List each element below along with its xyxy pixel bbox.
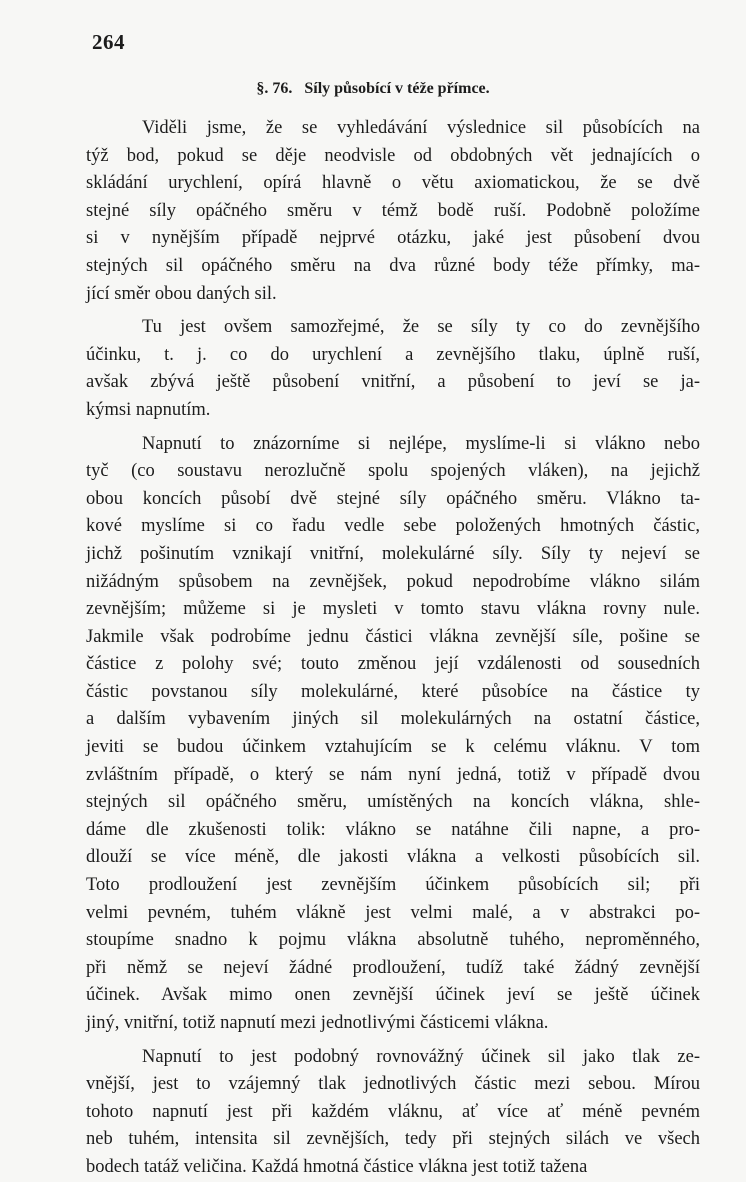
- text-line: jiný, vnitřní, totiž napnutí mezi jednotlivými částicemi vlákna.: [86, 1013, 549, 1033]
- text-line: tyč (co soustavu nerozlučně spolu spojených vláken), na jejichž: [86, 461, 700, 482]
- text-line: částice z polohy své; touto změnou její vzdálenosti od sousedních: [86, 654, 700, 675]
- text-line: tohoto napnutí jest při každém vláknu, ať více ať méně pevném: [86, 1101, 700, 1122]
- page-number: 264: [92, 30, 125, 54]
- text-line: stejných sil opáčného směru na dva různé body téže přímky, ma-: [86, 255, 700, 276]
- text-line: a dalším vybavením jiných sil molekulárných na ostatní částice,: [86, 709, 700, 730]
- text-line: dáme dle zkušenosti tolik: vlákno se natáhne čili napne, a pro-: [86, 819, 700, 840]
- text-line: při němž se nejeví žádné prodloužení, tudíž také žádný zevnější: [86, 957, 700, 978]
- text-line: stejné síly opáčného směru v témž bodě ruší. Podobně položíme: [86, 200, 700, 221]
- paragraph: [86, 314, 700, 424]
- section-title: Síly působící v téže přímce.: [304, 80, 490, 97]
- text-line: Napnutí to jest podobný rovnovážný účinek sil jako tlak ze-: [142, 1046, 700, 1067]
- text-line: dlouží se více méně, dle jakosti vlákna a velkosti působících sil.: [86, 847, 700, 868]
- body-text: [86, 115, 700, 1182]
- text-line: jeviti se budou účinkem vztahujícím se k celému vláknu. V tom: [86, 737, 700, 758]
- text-line: stejných sil opáčného směru, umístěných na koncích vlákna, shle-: [86, 792, 700, 813]
- text-line: nižádným spůsobem na zevnějšek, pokud nepodrobíme vlákno silám: [86, 571, 700, 592]
- section-number: §. 76.: [256, 80, 293, 97]
- text-line: účinku, t. j. co do urychlení a zevnějšího tlaku, úplně ruší,: [86, 344, 700, 365]
- paragraph: [86, 1044, 700, 1182]
- text-line: jichž pošinutím vznikají vnitřní, molekulárné síly. Síly ty nejeví se: [86, 543, 700, 564]
- text-line: zevnějším; můžeme si je mysleti v tomto stavu vlákna rovny nule.: [86, 599, 700, 620]
- text-line: kové myslíme si co řadu vedle sebe položených hmotných částic,: [86, 516, 700, 537]
- text-line: avšak zbývá ještě působení vnitřní, a působení to jeví se ja-: [86, 372, 700, 393]
- text-line: účinek. Avšak mimo onen zevnější účinek jeví se ještě účinek: [86, 985, 700, 1006]
- text-line: jící směr obou daných sil.: [86, 283, 277, 304]
- text-line: stoupíme snadno k pojmu vlákna absolutně tuhého, neproměnného,: [86, 930, 700, 951]
- text-line: neb tuhém, intensita sil zevnějších, tedy při stejných silách ve všech: [86, 1129, 700, 1150]
- text-line: Tu jest ovšem samozřejmé, že se síly ty co do zevnějšího: [142, 317, 700, 338]
- text-line: vnější, jest to vzájemný tlak jednotlivých částic mezi sebou. Mírou: [86, 1074, 700, 1095]
- text-line: bodech tatáž veličina. Každá hmotná částice vlákna jest totiž tažena: [86, 1156, 588, 1177]
- text-line: částic povstanou síly molekulárné, které působíce na částice ty: [86, 681, 700, 702]
- paragraph: [86, 431, 700, 1038]
- section-heading: [0, 80, 746, 98]
- text-line: týž bod, pokud se děje neodvisle od obdobných vět jednajících o: [86, 145, 700, 166]
- text-line: zvláštním případě, o který se nám nyní jedná, totiž v případě dvou: [86, 764, 700, 785]
- text-line: kýmsi napnutím.: [86, 399, 211, 420]
- text-line: Toto prodloužení jest zevnějším účinkem působících sil; při: [86, 875, 700, 896]
- text-line: Napnutí to znázorníme si nejlépe, myslíme-li si vlákno nebo: [142, 433, 700, 454]
- text-line: Jakmile však podrobíme jednu částici vlákna zevnější síle, pošine se: [86, 626, 700, 647]
- text-line: si v nynějším případě nejprvé otázku, jaké jest působení dvou: [86, 228, 700, 249]
- text-line: obou koncích působí dvě stejné síly opáčného směru. Vlákno ta-: [86, 488, 700, 509]
- text-line: skládání urychlení, opírá hlavně o větu axiomatickou, že se dvě: [86, 173, 700, 194]
- text-line: Viděli jsme, že se vyhledávání výslednice sil působících na: [142, 118, 700, 138]
- text-line: velmi pevném, tuhém vlákně jest velmi malé, a v abstrakci po-: [86, 902, 700, 923]
- paragraph: [86, 115, 700, 308]
